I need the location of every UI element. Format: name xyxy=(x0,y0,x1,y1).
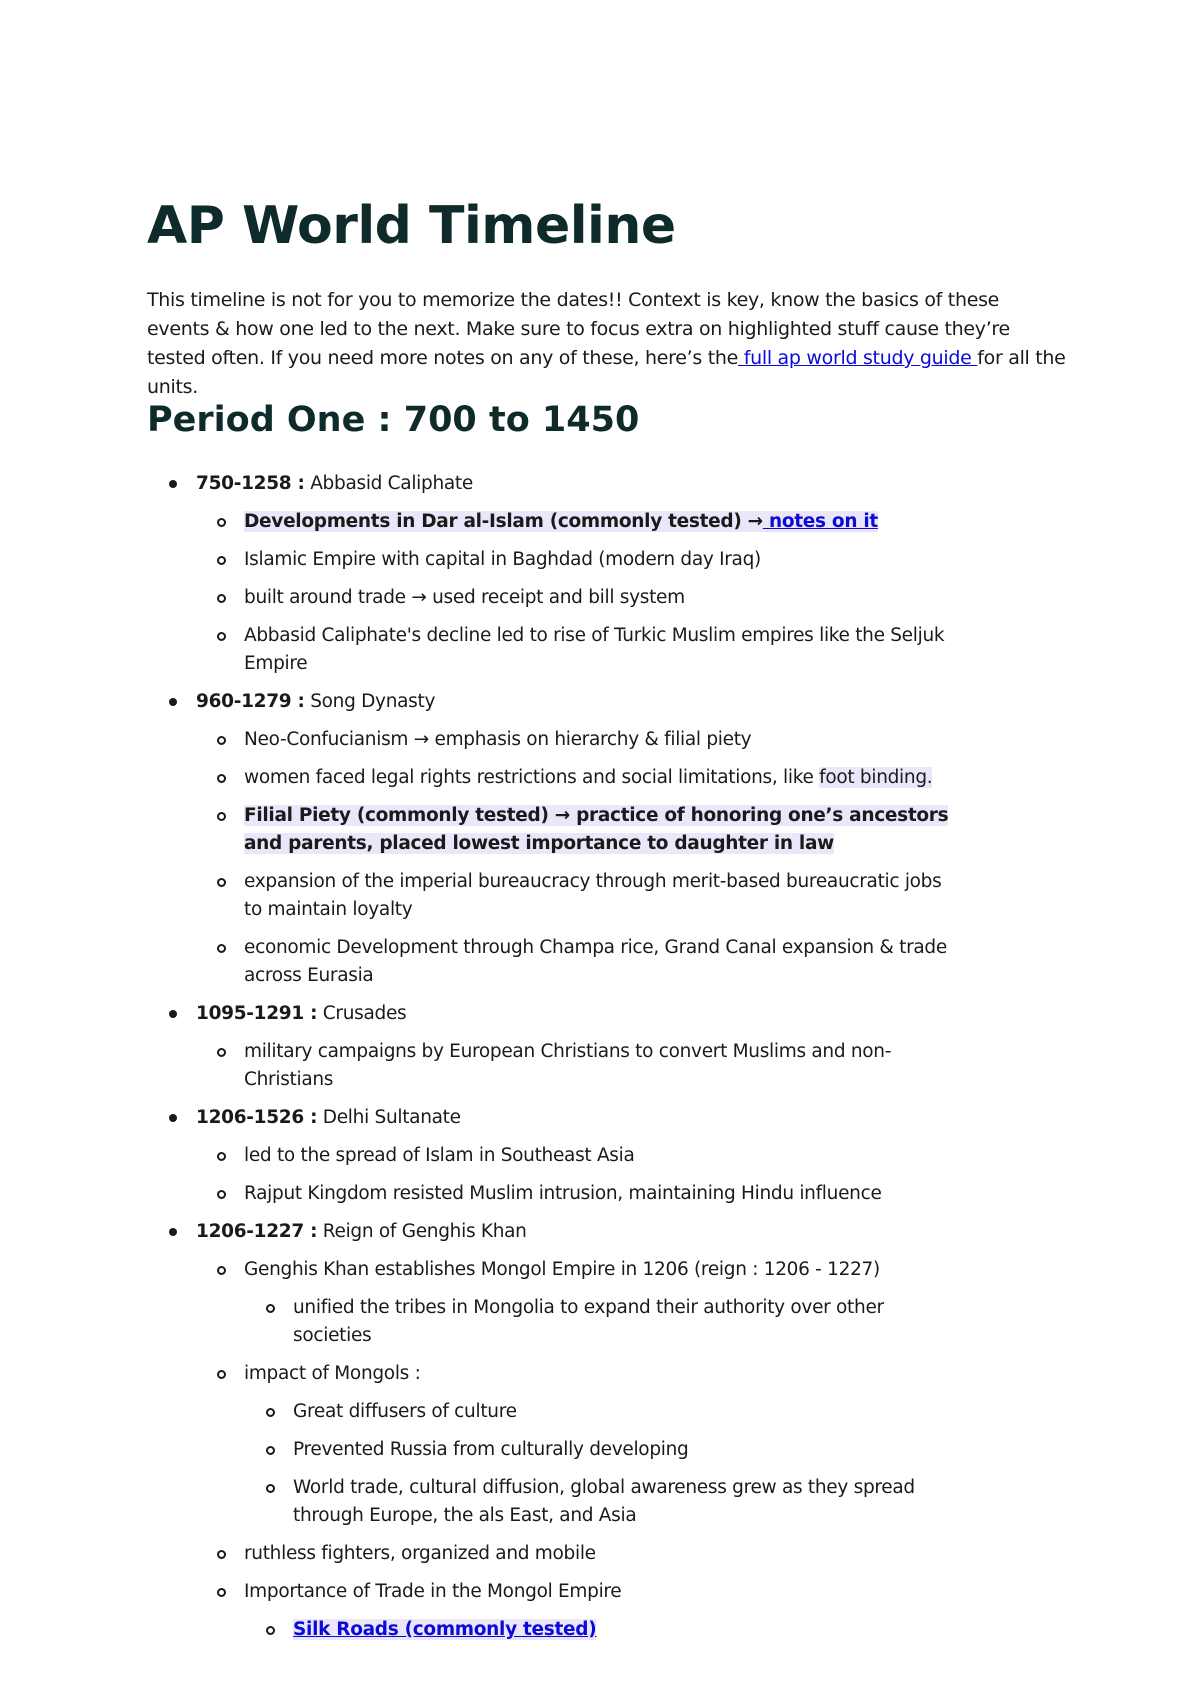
circle-bullet-icon xyxy=(217,1370,226,1379)
list-item: Neo-Confucianism → emphasis on hierarchy & filial piety xyxy=(147,726,1067,754)
list-item: World trade, cultural diffusion, global awareness grew as they spread through Europe, the als East, and Asia xyxy=(147,1474,1067,1530)
circle-bullet-icon xyxy=(266,1626,275,1635)
list-item: Prevented Russia from culturally developing xyxy=(147,1436,1067,1464)
timeline-list xyxy=(147,470,1067,1654)
circle-bullet-icon xyxy=(217,1550,226,1559)
circle-bullet-icon xyxy=(217,736,226,745)
list-item: Genghis Khan establishes Mongol Empire in 1206 (reign : 1206 - 1227) xyxy=(147,1256,1067,1284)
circle-bullet-icon xyxy=(266,1304,275,1313)
list-item: economic Development through Champa rice, Grand Canal expansion & trade across Eurasia xyxy=(147,934,1067,990)
circle-bullet-icon xyxy=(217,556,226,565)
circle-bullet-icon xyxy=(217,1266,226,1275)
circle-bullet-icon xyxy=(217,1048,226,1057)
period-range: 700 to 1450 xyxy=(403,400,640,440)
circle-bullet-icon xyxy=(217,1588,226,1597)
bullet-icon xyxy=(169,1010,177,1018)
intro-paragraph xyxy=(147,286,1067,402)
list-item: Rajput Kingdom resisted Muslim intrusion, maintaining Hindu influence xyxy=(147,1180,1067,1208)
list-item: 960-1279 : Song Dynasty xyxy=(147,688,1067,716)
highlighted-text: foot binding. xyxy=(819,767,933,788)
bullet-icon xyxy=(169,1114,177,1122)
circle-bullet-icon xyxy=(217,774,226,783)
period-heading: Period One : 700 to 1450 xyxy=(147,400,640,440)
list-item: impact of Mongols : xyxy=(147,1360,1067,1388)
intro-text: This timeline is not for you to memorize the dates!! Context is key, know the basics of these events & how one led to the next. Make sure to focus extra on highlighted stuff cause they’re tested often. If you need more notes on any of these, here’s the xyxy=(147,289,1010,369)
list-item: military campaigns by European Christians to convert Muslims and non-Christians xyxy=(147,1038,1067,1094)
list-item: Importance of Trade in the Mongol Empire xyxy=(147,1578,1067,1606)
highlighted-text: Developments in Dar al-Islam (commonly tested) → xyxy=(244,511,763,532)
list-item: Great diffusers of culture xyxy=(147,1398,1067,1426)
circle-bullet-icon xyxy=(266,1408,275,1417)
circle-bullet-icon xyxy=(217,518,226,527)
list-item: women faced legal rights restrictions and social limitations, like foot binding. xyxy=(147,764,1067,792)
notes-link[interactable]: notes on it xyxy=(762,511,878,532)
list-item: unified the tribes in Mongolia to expand their authority over other societies xyxy=(147,1294,1067,1350)
circle-bullet-icon xyxy=(217,944,226,953)
circle-bullet-icon xyxy=(217,812,226,821)
silk-roads-link[interactable]: Silk Roads (commonly tested) xyxy=(293,1619,597,1640)
highlighted-text: Filial Piety (commonly tested) → practice of honoring one’s ancestors and parents, placed lowest importance to daughter in law xyxy=(244,805,949,854)
circle-bullet-icon xyxy=(217,594,226,603)
bullet-icon xyxy=(169,698,177,706)
list-item: 1206-1526 : Delhi Sultanate xyxy=(147,1104,1067,1132)
list-item: ruthless fighters, organized and mobile xyxy=(147,1540,1067,1568)
circle-bullet-icon xyxy=(217,878,226,887)
list-item: 1206-1227 : Reign of Genghis Khan xyxy=(147,1218,1067,1246)
list-item: expansion of the imperial bureaucracy through merit-based bureaucratic jobs to maintain loyalty xyxy=(147,868,1067,924)
page-title: AP World Timeline xyxy=(147,196,676,256)
list-item: Abbasid Caliphate's decline led to rise of Turkic Muslim empires like the Seljuk Empire xyxy=(147,622,1067,678)
circle-bullet-icon xyxy=(266,1446,275,1455)
circle-bullet-icon xyxy=(217,1152,226,1161)
list-item: built around trade → used receipt and bill system xyxy=(147,584,1067,612)
circle-bullet-icon xyxy=(217,1190,226,1199)
list-item xyxy=(147,1616,1067,1644)
study-guide-link[interactable]: full ap world study guide xyxy=(737,347,978,369)
circle-bullet-icon xyxy=(217,632,226,641)
list-item xyxy=(147,508,1067,536)
intro-text-end: for all the units. xyxy=(147,347,1066,398)
list-item: 750-1258 : Abbasid Caliphate xyxy=(147,470,1067,498)
bullet-icon xyxy=(169,480,177,488)
list-item: 1095-1291 : Crusades xyxy=(147,1000,1067,1028)
list-item xyxy=(147,802,1067,858)
bullet-icon xyxy=(169,1228,177,1236)
list-item: Islamic Empire with capital in Baghdad (modern day Iraq) xyxy=(147,546,1067,574)
circle-bullet-icon xyxy=(266,1484,275,1493)
list-item: led to the spread of Islam in Southeast Asia xyxy=(147,1142,1067,1170)
